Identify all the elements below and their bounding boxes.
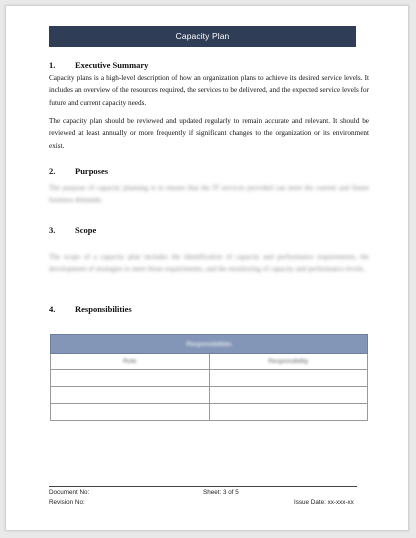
purposes-paragraph: The purpose of capacity planning is to ensure that the IT services provided can meet the current and future business demands. bbox=[49, 184, 369, 205]
section-number: 3. bbox=[49, 225, 56, 235]
responsibilities-table bbox=[50, 334, 368, 421]
table-cell bbox=[51, 387, 210, 404]
footer-sheet: Sheet: 3 of 5 bbox=[203, 489, 239, 496]
table-cell bbox=[51, 404, 210, 421]
table-cell bbox=[51, 370, 210, 387]
table-cell bbox=[209, 404, 368, 421]
footer-issue-date: Issue Date: xx-xxx-xx bbox=[294, 499, 354, 506]
table-row bbox=[51, 387, 368, 404]
section-number: 1. bbox=[49, 60, 56, 70]
section-number: 4. bbox=[49, 304, 56, 314]
document-title: Capacity Plan bbox=[49, 26, 356, 47]
executive-summary-paragraph-1: Capacity plans is a high-level description of how an organization plans to achieve its desired service levels. It includes an overview of the resources required, the services to be delivered, and the expected service levels for future and current capacity needs. bbox=[49, 74, 369, 107]
document-page bbox=[5, 5, 409, 531]
section-heading-scope bbox=[49, 225, 96, 235]
scope-paragraph: The scope of a capacity plan includes the identification of capacity and performance requirements, the development of strategies to meet those requirements, and the monitoring of capacity and performance levels. bbox=[49, 253, 369, 274]
section-heading-executive-summary bbox=[49, 60, 148, 70]
section-heading-responsibilities bbox=[49, 304, 132, 314]
footer-document-no: Document No: bbox=[49, 489, 90, 496]
table-header-responsibility: Responsibility bbox=[209, 354, 368, 370]
section-number: 2. bbox=[49, 166, 56, 176]
table-cell bbox=[209, 387, 368, 404]
section-title: Responsibilities bbox=[75, 304, 132, 314]
table-row bbox=[51, 404, 368, 421]
executive-summary-paragraph-2: The capacity plan should be reviewed and updated regularly to remain accurate and relevant. It should be reviewed at least annually or more frequently if significant changes to the organization or its environment exist. bbox=[49, 117, 369, 150]
table-row bbox=[51, 370, 368, 387]
table-caption bbox=[51, 335, 368, 354]
section-title: Executive Summary bbox=[75, 60, 149, 70]
section-title: Purposes bbox=[75, 166, 109, 176]
section-heading-purposes bbox=[49, 166, 108, 176]
table-header-role: Role bbox=[51, 354, 210, 370]
footer-divider bbox=[49, 486, 357, 487]
section-title: Scope bbox=[75, 225, 97, 235]
table-caption-text: Responsibilities bbox=[186, 340, 232, 348]
footer-revision-no: Revision No: bbox=[49, 499, 85, 506]
table-cell bbox=[209, 370, 368, 387]
